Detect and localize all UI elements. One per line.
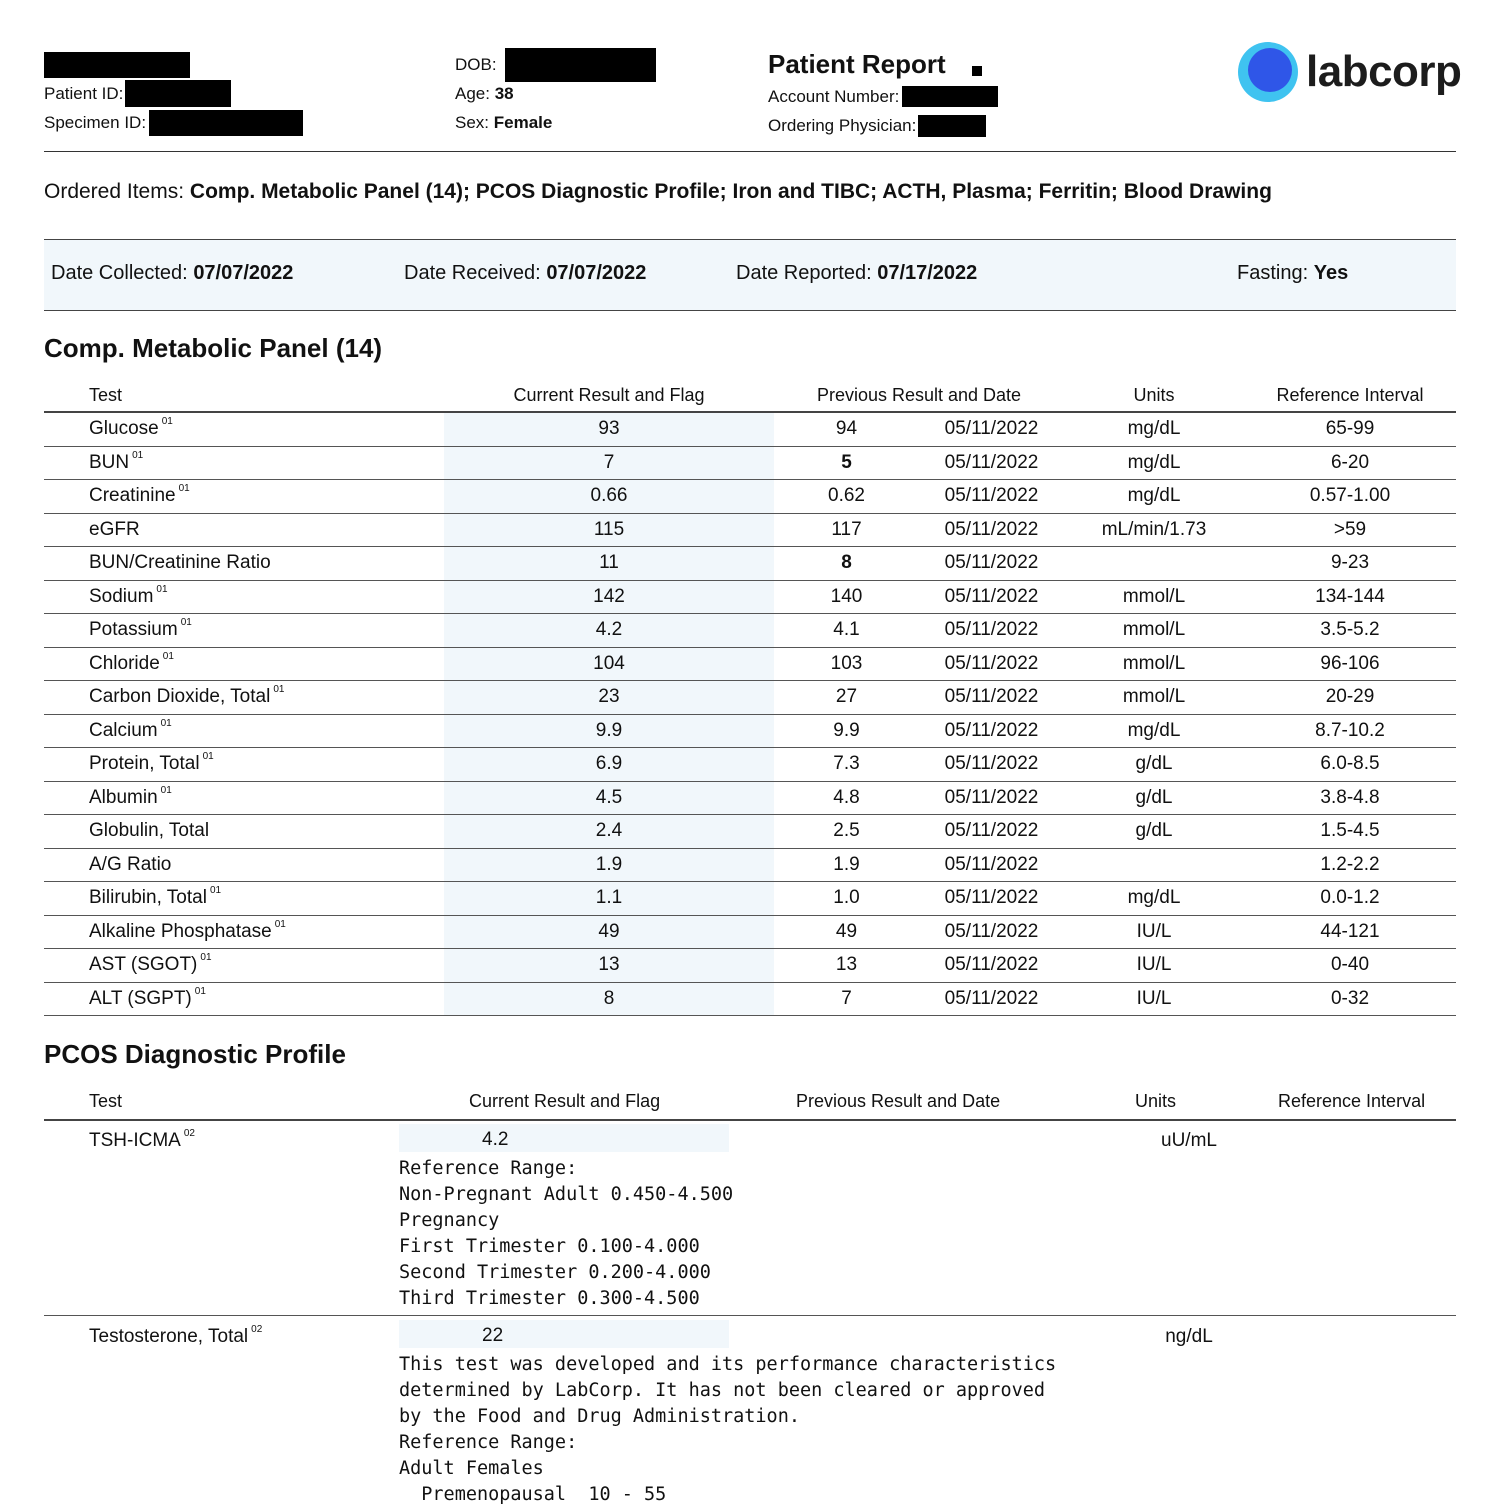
cmp-results-table bbox=[44, 379, 1456, 1016]
age-value: 38 bbox=[494, 83, 514, 103]
ordering-physician-label: Ordering Physician: bbox=[768, 115, 917, 135]
header-divider bbox=[44, 151, 1456, 152]
current-result-cell: 4.2 bbox=[444, 614, 774, 648]
ordered-items bbox=[44, 180, 1272, 204]
pcos-test-name bbox=[89, 1326, 262, 1348]
test-name-cell bbox=[44, 681, 444, 715]
test-name: A/G Ratio bbox=[89, 853, 172, 875]
current-result-cell: 6.9 bbox=[444, 748, 774, 782]
footnote-marker: 01 bbox=[156, 583, 168, 595]
previous-date-cell: 05/11/2022 bbox=[919, 614, 1064, 648]
patient-demographics bbox=[455, 50, 656, 137]
units-cell: mmol/L bbox=[1064, 681, 1244, 715]
pcos-current-value: 22 bbox=[482, 1325, 504, 1346]
current-result-cell: 23 bbox=[444, 681, 774, 715]
redacted-physician bbox=[918, 115, 986, 137]
units-cell: g/dL bbox=[1064, 781, 1244, 815]
units-cell: mmol/L bbox=[1064, 580, 1244, 614]
previous-date-cell: 05/11/2022 bbox=[919, 480, 1064, 514]
footnote-marker: 01 bbox=[180, 617, 192, 629]
table-row bbox=[44, 815, 1456, 849]
table-row bbox=[44, 714, 1456, 748]
previous-result-cell: 2.5 bbox=[774, 815, 919, 849]
reference-interval-cell: 44-121 bbox=[1244, 915, 1456, 949]
previous-date-cell: 05/11/2022 bbox=[919, 781, 1064, 815]
date-received-label: Date Received: bbox=[404, 262, 541, 284]
units-cell: mg/dL bbox=[1064, 446, 1244, 480]
previous-result-cell: 140 bbox=[774, 580, 919, 614]
previous-result-cell: 27 bbox=[774, 681, 919, 715]
pcos-current-result bbox=[399, 1320, 729, 1348]
previous-result-cell: 94 bbox=[774, 412, 919, 446]
current-result-cell: 49 bbox=[444, 915, 774, 949]
current-result-cell: 2.4 bbox=[444, 815, 774, 849]
table-row bbox=[44, 681, 1456, 715]
sex-label: Sex: bbox=[455, 112, 490, 132]
test-name: Calcium bbox=[89, 719, 158, 741]
pcos-section-title: PCOS Diagnostic Profile bbox=[44, 1039, 346, 1069]
units-cell: g/dL bbox=[1064, 815, 1244, 849]
test-name: BUN/Creatinine Ratio bbox=[89, 552, 271, 574]
test-name-cell bbox=[44, 614, 444, 648]
date-received-value: 07/07/2022 bbox=[546, 262, 647, 284]
pcos-current-result bbox=[399, 1124, 729, 1152]
test-name-cell bbox=[44, 748, 444, 782]
reference-interval-cell: 1.5-4.5 bbox=[1244, 815, 1456, 849]
current-result-cell: 9.9 bbox=[444, 714, 774, 748]
footnote-marker: 01 bbox=[160, 717, 172, 729]
units-cell bbox=[1064, 848, 1244, 882]
test-name-cell bbox=[44, 982, 444, 1016]
current-result-cell: 7 bbox=[444, 446, 774, 480]
test-name: Glucose bbox=[89, 418, 159, 440]
units-cell: IU/L bbox=[1064, 949, 1244, 983]
current-result-cell: 8 bbox=[444, 982, 774, 1016]
pcos-col-current: Current Result and Flag bbox=[469, 1091, 661, 1111]
pcos-test-name bbox=[89, 1130, 195, 1152]
pcos-comment: Reference Range: Non-Pregnant Adult 0.450-4.500 Pregnancy First Trimester 0.100-4.000 Second Trimester 0.200-4.000 Third Trimester 0.300-4.500 bbox=[399, 1158, 734, 1309]
cmp-section-title: Comp. Metabolic Panel (14) bbox=[44, 333, 383, 363]
previous-result-cell: 8 bbox=[774, 547, 919, 581]
col-reference: Reference Interval bbox=[1244, 379, 1456, 412]
ordered-items-label: Ordered Items: bbox=[44, 180, 185, 203]
test-name: Chloride bbox=[89, 652, 160, 674]
units-cell: mL/min/1.73 bbox=[1064, 513, 1244, 547]
date-collected-label: Date Collected: bbox=[51, 262, 188, 284]
labcorp-logo-icon bbox=[1238, 42, 1298, 102]
date-collected bbox=[51, 262, 293, 285]
previous-date-cell: 05/11/2022 bbox=[919, 882, 1064, 916]
units-cell: mg/dL bbox=[1064, 480, 1244, 514]
current-result-cell: 0.66 bbox=[444, 480, 774, 514]
previous-date-cell: 05/11/2022 bbox=[919, 982, 1064, 1016]
pcos-col-units: Units bbox=[1135, 1091, 1177, 1111]
pcos-col-reference: Reference Interval bbox=[1278, 1091, 1426, 1111]
reference-interval-cell: 134-144 bbox=[1244, 580, 1456, 614]
test-name-cell bbox=[44, 647, 444, 681]
footnote-marker: 01 bbox=[132, 449, 144, 461]
reference-interval-cell: 3.5-5.2 bbox=[1244, 614, 1456, 648]
test-name: Protein, Total bbox=[89, 753, 200, 775]
current-result-cell: 4.5 bbox=[444, 781, 774, 815]
redacted-mark bbox=[972, 66, 982, 76]
patient-id-label: Patient ID: bbox=[44, 83, 124, 103]
previous-result-cell: 0.62 bbox=[774, 480, 919, 514]
test-name: Globulin, Total bbox=[89, 820, 210, 842]
test-name: BUN bbox=[89, 451, 130, 473]
date-received bbox=[404, 262, 646, 285]
current-result-cell: 142 bbox=[444, 580, 774, 614]
units-cell: IU/L bbox=[1064, 915, 1244, 949]
test-name-cell bbox=[44, 815, 444, 849]
reference-interval-cell: 96-106 bbox=[1244, 647, 1456, 681]
pcos-test-footnote: 02 bbox=[251, 1324, 263, 1335]
test-name-cell bbox=[44, 547, 444, 581]
current-result-cell: 11 bbox=[444, 547, 774, 581]
footnote-marker: 01 bbox=[160, 784, 172, 796]
previous-date-cell: 05/11/2022 bbox=[919, 815, 1064, 849]
col-previous: Previous Result and Date bbox=[774, 379, 1064, 412]
reference-interval-cell: 65-99 bbox=[1244, 412, 1456, 446]
account-number-label: Account Number: bbox=[768, 86, 900, 106]
reference-interval-cell: >59 bbox=[1244, 513, 1456, 547]
previous-date-cell: 05/11/2022 bbox=[919, 580, 1064, 614]
date-reported bbox=[736, 262, 977, 285]
previous-result-cell: 117 bbox=[774, 513, 919, 547]
pcos-units: ng/dL bbox=[1165, 1326, 1213, 1347]
current-result-cell: 13 bbox=[444, 949, 774, 983]
units-cell: mg/dL bbox=[1064, 882, 1244, 916]
test-name-cell bbox=[44, 580, 444, 614]
footnote-marker: 01 bbox=[274, 918, 286, 930]
test-name: eGFR bbox=[89, 518, 140, 540]
col-current: Current Result and Flag bbox=[444, 379, 774, 412]
report-title: Patient Report bbox=[768, 49, 946, 79]
units-cell: mg/dL bbox=[1064, 412, 1244, 446]
dates-band bbox=[44, 239, 1456, 311]
footnote-marker: 01 bbox=[161, 416, 173, 428]
units-cell: mg/dL bbox=[1064, 714, 1244, 748]
patient-info bbox=[44, 50, 303, 137]
test-name: Bilirubin, Total bbox=[89, 887, 207, 909]
test-name-cell bbox=[44, 480, 444, 514]
footnote-marker: 01 bbox=[162, 650, 174, 662]
dob-label: DOB: bbox=[455, 54, 497, 74]
reference-interval-cell: 9-23 bbox=[1244, 547, 1456, 581]
pcos-comment: This test was developed and its performance characteristics determined by LabCorp. It has not been cleared or approved by the Food and Drug Administration. Reference Range: Adult Females Premenopausal 10 - 55 bbox=[399, 1354, 1057, 1505]
reference-interval-cell: 0-40 bbox=[1244, 949, 1456, 983]
footnote-marker: 01 bbox=[273, 684, 285, 696]
test-name-cell bbox=[44, 781, 444, 815]
table-row bbox=[44, 614, 1456, 648]
test-name-cell bbox=[44, 412, 444, 446]
previous-date-cell: 05/11/2022 bbox=[919, 513, 1064, 547]
units-cell: g/dL bbox=[1064, 748, 1244, 782]
units-cell: IU/L bbox=[1064, 982, 1244, 1016]
table-row bbox=[44, 412, 1456, 446]
reference-interval-cell: 6-20 bbox=[1244, 446, 1456, 480]
pcos-test-label: TSH-ICMA bbox=[89, 1130, 181, 1151]
labcorp-logo bbox=[1238, 42, 1461, 102]
previous-result-cell: 103 bbox=[774, 647, 919, 681]
test-name-cell bbox=[44, 949, 444, 983]
test-name-cell bbox=[44, 882, 444, 916]
reference-interval-cell: 6.0-8.5 bbox=[1244, 748, 1456, 782]
test-name: Alkaline Phosphatase bbox=[89, 920, 272, 942]
test-name-cell bbox=[44, 915, 444, 949]
pcos-col-test: Test bbox=[89, 1091, 123, 1111]
table-row bbox=[44, 949, 1456, 983]
previous-result-cell: 1.0 bbox=[774, 882, 919, 916]
date-reported-value: 07/17/2022 bbox=[877, 262, 978, 284]
current-result-cell: 104 bbox=[444, 647, 774, 681]
fasting-label: Fasting: bbox=[1237, 262, 1309, 284]
test-name: Creatinine bbox=[89, 485, 176, 507]
date-collected-value: 07/07/2022 bbox=[193, 262, 294, 284]
units-cell bbox=[1064, 547, 1244, 581]
current-result-cell: 115 bbox=[444, 513, 774, 547]
redacted-account-number bbox=[902, 86, 998, 107]
reference-interval-cell: 1.2-2.2 bbox=[1244, 848, 1456, 882]
current-result-cell: 1.1 bbox=[444, 882, 774, 916]
pcos-current-value: 4.2 bbox=[482, 1129, 509, 1150]
previous-date-cell: 05/11/2022 bbox=[919, 446, 1064, 480]
specimen-id-label: Specimen ID: bbox=[44, 112, 147, 132]
ordered-items-list: Comp. Metabolic Panel (14); PCOS Diagnostic Profile; Iron and TIBC; ACTH, Plasma; Ferritin; Blood Drawing bbox=[189, 180, 1272, 203]
previous-result-cell: 5 bbox=[774, 446, 919, 480]
previous-result-cell: 4.1 bbox=[774, 614, 919, 648]
table-row bbox=[44, 547, 1456, 581]
previous-date-cell: 05/11/2022 bbox=[919, 748, 1064, 782]
previous-result-cell: 7.3 bbox=[774, 748, 919, 782]
reference-interval-cell: 0.0-1.2 bbox=[1244, 882, 1456, 916]
previous-result-cell: 4.8 bbox=[774, 781, 919, 815]
previous-result-cell: 9.9 bbox=[774, 714, 919, 748]
reference-interval-cell: 8.7-10.2 bbox=[1244, 714, 1456, 748]
col-test: Test bbox=[44, 379, 444, 412]
reference-interval-cell: 0.57-1.00 bbox=[1244, 480, 1456, 514]
table-row bbox=[44, 915, 1456, 949]
redacted-dob bbox=[505, 48, 656, 82]
test-name-cell bbox=[44, 714, 444, 748]
footnote-marker: 01 bbox=[209, 885, 222, 897]
redacted-patient-name bbox=[44, 52, 190, 78]
pcos-units: uU/mL bbox=[1161, 1130, 1217, 1151]
pcos-test-label: Testosterone, Total bbox=[89, 1326, 249, 1347]
reference-interval-cell: 0-32 bbox=[1244, 982, 1456, 1016]
previous-date-cell: 05/11/2022 bbox=[919, 714, 1064, 748]
test-name: ALT (SGPT) bbox=[89, 987, 192, 1009]
table-row bbox=[44, 848, 1456, 882]
test-name: Potassium bbox=[89, 619, 178, 641]
sex-value: Female bbox=[493, 112, 553, 132]
pcos-item-tsh bbox=[44, 1120, 1456, 1316]
test-name: Carbon Dioxide, Total bbox=[89, 686, 271, 708]
fasting-value: Yes bbox=[1313, 262, 1349, 284]
cmp-header-row bbox=[44, 379, 1456, 412]
previous-date-cell: 05/11/2022 bbox=[919, 681, 1064, 715]
table-row bbox=[44, 513, 1456, 547]
previous-result-cell: 13 bbox=[774, 949, 919, 983]
pcos-header-row bbox=[44, 1086, 1456, 1121]
redacted-patient-id bbox=[125, 80, 231, 107]
age-label: Age: bbox=[455, 83, 490, 103]
col-units: Units bbox=[1064, 379, 1244, 412]
previous-result-cell: 49 bbox=[774, 915, 919, 949]
test-name-cell bbox=[44, 513, 444, 547]
fasting bbox=[1237, 262, 1348, 285]
pcos-col-previous: Previous Result and Date bbox=[796, 1091, 1001, 1111]
table-row bbox=[44, 580, 1456, 614]
previous-result-cell: 7 bbox=[774, 982, 919, 1016]
test-name: AST (SGOT) bbox=[89, 954, 198, 976]
table-row bbox=[44, 446, 1456, 480]
report-info bbox=[768, 46, 998, 140]
test-name-cell bbox=[44, 848, 444, 882]
redacted-specimen-id bbox=[149, 110, 303, 136]
previous-date-cell: 05/11/2022 bbox=[919, 412, 1064, 446]
pcos-item-testosterone bbox=[44, 1316, 1456, 1506]
table-row bbox=[44, 882, 1456, 916]
table-row bbox=[44, 480, 1456, 514]
footnote-marker: 01 bbox=[178, 483, 190, 495]
previous-date-cell: 05/11/2022 bbox=[919, 848, 1064, 882]
labcorp-logo-text: labcorp bbox=[1306, 47, 1462, 96]
table-row bbox=[44, 781, 1456, 815]
test-name-cell bbox=[44, 446, 444, 480]
footnote-marker: 01 bbox=[200, 952, 212, 964]
table-row bbox=[44, 748, 1456, 782]
current-result-cell: 93 bbox=[444, 412, 774, 446]
table-row bbox=[44, 647, 1456, 681]
footnote-marker: 01 bbox=[202, 751, 214, 763]
reference-interval-cell: 20-29 bbox=[1244, 681, 1456, 715]
test-name: Albumin bbox=[89, 786, 158, 808]
pcos-test-footnote: 02 bbox=[183, 1128, 195, 1139]
units-cell: mmol/L bbox=[1064, 614, 1244, 648]
previous-result-cell: 1.9 bbox=[774, 848, 919, 882]
previous-date-cell: 05/11/2022 bbox=[919, 915, 1064, 949]
date-reported-label: Date Reported: bbox=[736, 262, 872, 284]
table-row bbox=[44, 982, 1456, 1016]
units-cell: mmol/L bbox=[1064, 647, 1244, 681]
previous-date-cell: 05/11/2022 bbox=[919, 547, 1064, 581]
test-name: Sodium bbox=[89, 585, 154, 607]
reference-interval-cell: 3.8-4.8 bbox=[1244, 781, 1456, 815]
previous-date-cell: 05/11/2022 bbox=[919, 647, 1064, 681]
footnote-marker: 01 bbox=[194, 985, 206, 997]
previous-date-cell: 05/11/2022 bbox=[919, 949, 1064, 983]
current-result-cell: 1.9 bbox=[444, 848, 774, 882]
